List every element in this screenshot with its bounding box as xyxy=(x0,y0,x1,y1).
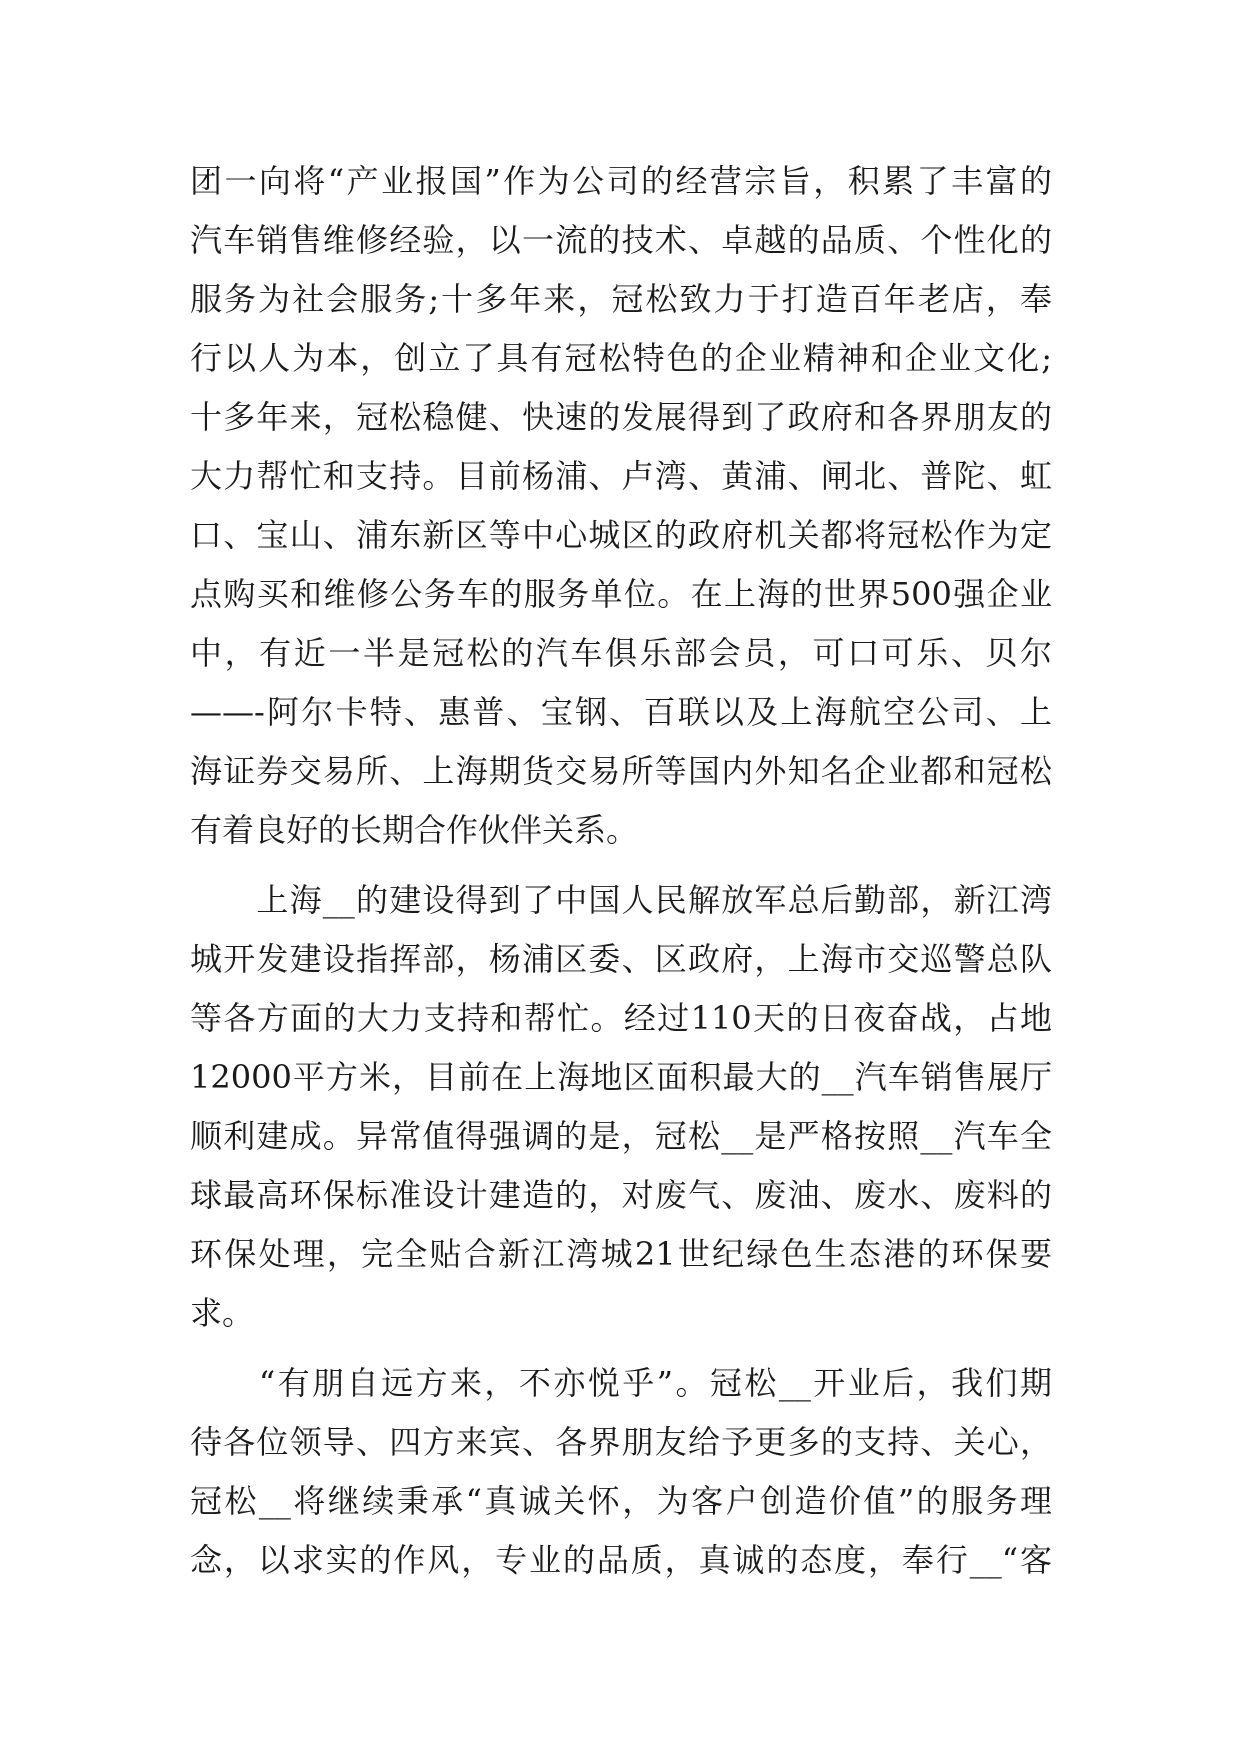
paragraph-spacer xyxy=(190,860,1052,871)
text-line: 大力帮忙和支持。目前杨浦、卢湾、黄浦、闸北、普陀、虹 xyxy=(190,457,1052,495)
paragraph-spacer xyxy=(190,1343,1052,1354)
text-line: 有着良好的长期合作伙伴关系。 xyxy=(190,811,639,849)
text-line: 城开发建设指挥部，杨浦区委、区政府，上海市交巡警总队 xyxy=(190,940,1052,978)
text-line: 中，有近一半是冠松的汽车俱乐部会员，可口可乐、贝尔 xyxy=(190,634,1052,672)
text-line: 团一向将“产业报国”作为公司的经营宗旨，积累了丰富的 xyxy=(190,162,1052,200)
text-line: 点购买和维修公务车的服务单位。在上海的世界500强企业 xyxy=(190,575,1052,613)
text-line: 待各位领导、四方来宾、各界朋友给予更多的支持、关心， xyxy=(190,1423,1052,1461)
paragraph-2 xyxy=(190,871,1052,1343)
text-line: “有朋自远方来，不亦悦乎”。冠松__开业后，我们期 xyxy=(190,1364,1052,1402)
text-line: 海证券交易所、上海期货交易所等国内外知名企业都和冠松 xyxy=(190,752,1052,790)
text-line: 等各方面的大力支持和帮忙。经过110天的日夜奋战，占地 xyxy=(190,999,1052,1037)
text-line: ——-阿尔卡特、惠普、宝钢、百联以及上海航空公司、上 xyxy=(190,693,1052,731)
text-line: 汽车销售维修经验，以一流的技术、卓越的品质、个性化的 xyxy=(190,221,1052,259)
text-line: 环保处理，完全贴合新江湾城21世纪绿色生态港的环保要 xyxy=(190,1235,1052,1273)
text-line: 行以人为本，创立了具有冠松特色的企业精神和企业文化; xyxy=(190,339,1052,377)
text-line: 12000平方米，目前在上海地区面积最大的__汽车销售展厅 xyxy=(190,1058,1052,1096)
text-line: 十多年来，冠松稳健、快速的发展得到了政府和各界朋友的 xyxy=(190,398,1052,436)
text-line: 口、宝山、浦东新区等中心城区的政府机关都将冠松作为定 xyxy=(190,516,1052,554)
text-line: 服务为社会服务;十多年来，冠松致力于打造百年老店，奉 xyxy=(190,280,1052,318)
paragraph-3 xyxy=(190,1354,1052,1590)
paragraph-1 xyxy=(190,152,1052,860)
text-line: 求。 xyxy=(190,1294,255,1332)
text-line: 念，以求实的作风，专业的品质，真诚的态度，奉行__“客 xyxy=(190,1541,1052,1579)
text-line: 顺利建成。异常值得强调的是，冠松__是严格按照__汽车全 xyxy=(190,1117,1052,1155)
text-line: 冠松__将继续秉承“真诚关怀，为客户创造价值”的服务理 xyxy=(190,1482,1052,1520)
text-line: 球最高环保标准设计建造的，对废气、废油、废水、废料的 xyxy=(190,1176,1052,1214)
body-text xyxy=(190,152,1052,1590)
text-line: 上海__的建设得到了中国人民解放军总后勤部，新江湾 xyxy=(190,881,1052,919)
